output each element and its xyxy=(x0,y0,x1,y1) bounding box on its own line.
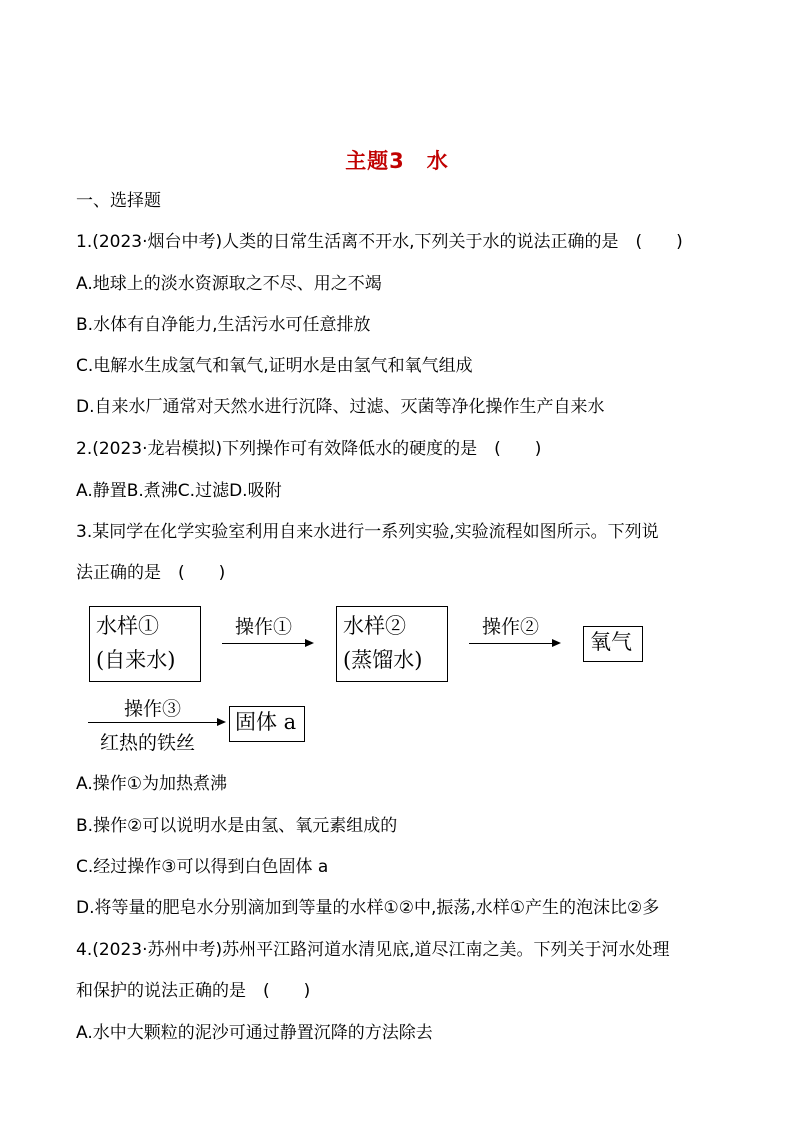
flow-box-sample-1-line-1: 水样① xyxy=(96,614,159,638)
flow-box-sample-1 xyxy=(89,606,201,682)
question-4-stem-line-1: 4.(2023·苏州中考)苏州平江路河道水清见底,道尽江南之美。下列关于河水处理 xyxy=(76,940,670,960)
flow-box-oxygen-label: 氧气 xyxy=(590,630,632,654)
section-heading: 一、选择题 xyxy=(76,191,161,211)
flow-arrow-1 xyxy=(222,643,312,644)
flow-box-solid-a-label: 固体 a xyxy=(235,710,297,734)
flow-box-solid-a xyxy=(229,706,305,742)
flow-box-sample-1-line-2: (自来水) xyxy=(96,648,176,672)
question-2-options: A.静置B.煮沸C.过滤D.吸附 xyxy=(76,481,282,501)
question-1-option-c: C.电解水生成氢气和氧气,证明水是由氢气和氧气组成 xyxy=(76,356,473,376)
question-3-option-c: C.经过操作③可以得到白色固体 a xyxy=(76,857,329,877)
flow-op-1-label: 操作① xyxy=(235,616,293,638)
question-3-option-b: B.操作②可以说明水是由氢、氧元素组成的 xyxy=(76,816,398,836)
question-1-option-b: B.水体有自净能力,生活污水可任意排放 xyxy=(76,315,371,335)
question-2-stem: 2.(2023·龙岩模拟)下列操作可有效降低水的硬度的是 ( ) xyxy=(76,439,542,459)
question-1-stem: 1.(2023·烟台中考)人类的日常生活离不开水,下列关于水的说法正确的是 ( ) xyxy=(76,232,683,252)
flow-op-3-condition: 红热的铁丝 xyxy=(100,732,196,754)
flow-box-sample-2-line-2: (蒸馏水) xyxy=(343,648,423,672)
question-3-option-a: A.操作①为加热煮沸 xyxy=(76,774,227,794)
flow-box-oxygen xyxy=(583,626,643,662)
flow-op-3-label: 操作③ xyxy=(124,698,182,720)
question-1-option-a: A.地球上的淡水资源取之不尽、用之不竭 xyxy=(76,274,382,294)
question-3-stem-line-2: 法正确的是 ( ) xyxy=(76,563,226,583)
question-1-option-d: D.自来水厂通常对天然水进行沉降、过滤、灭菌等净化操作生产自来水 xyxy=(76,397,605,417)
question-3-stem-line-1: 3.某同学在化学实验室利用自来水进行一系列实验,实验流程如图所示。下列说 xyxy=(76,522,659,542)
flow-box-sample-2-line-1: 水样② xyxy=(343,614,406,638)
question-3-option-d: D.将等量的肥皂水分别滴加到等量的水样①②中,振荡,水样①产生的泡沫比②多 xyxy=(76,898,660,918)
question-4-stem-line-2: 和保护的说法正确的是 ( ) xyxy=(76,981,311,1001)
page-title: 主题3 水 xyxy=(345,149,449,173)
flow-arrow-3 xyxy=(88,722,224,723)
flow-box-sample-2 xyxy=(336,606,448,682)
flow-op-2-label: 操作② xyxy=(482,616,540,638)
question-4-option-a: A.水中大颗粒的泥沙可通过静置沉降的方法除去 xyxy=(76,1023,433,1043)
flow-arrow-2 xyxy=(469,643,559,644)
